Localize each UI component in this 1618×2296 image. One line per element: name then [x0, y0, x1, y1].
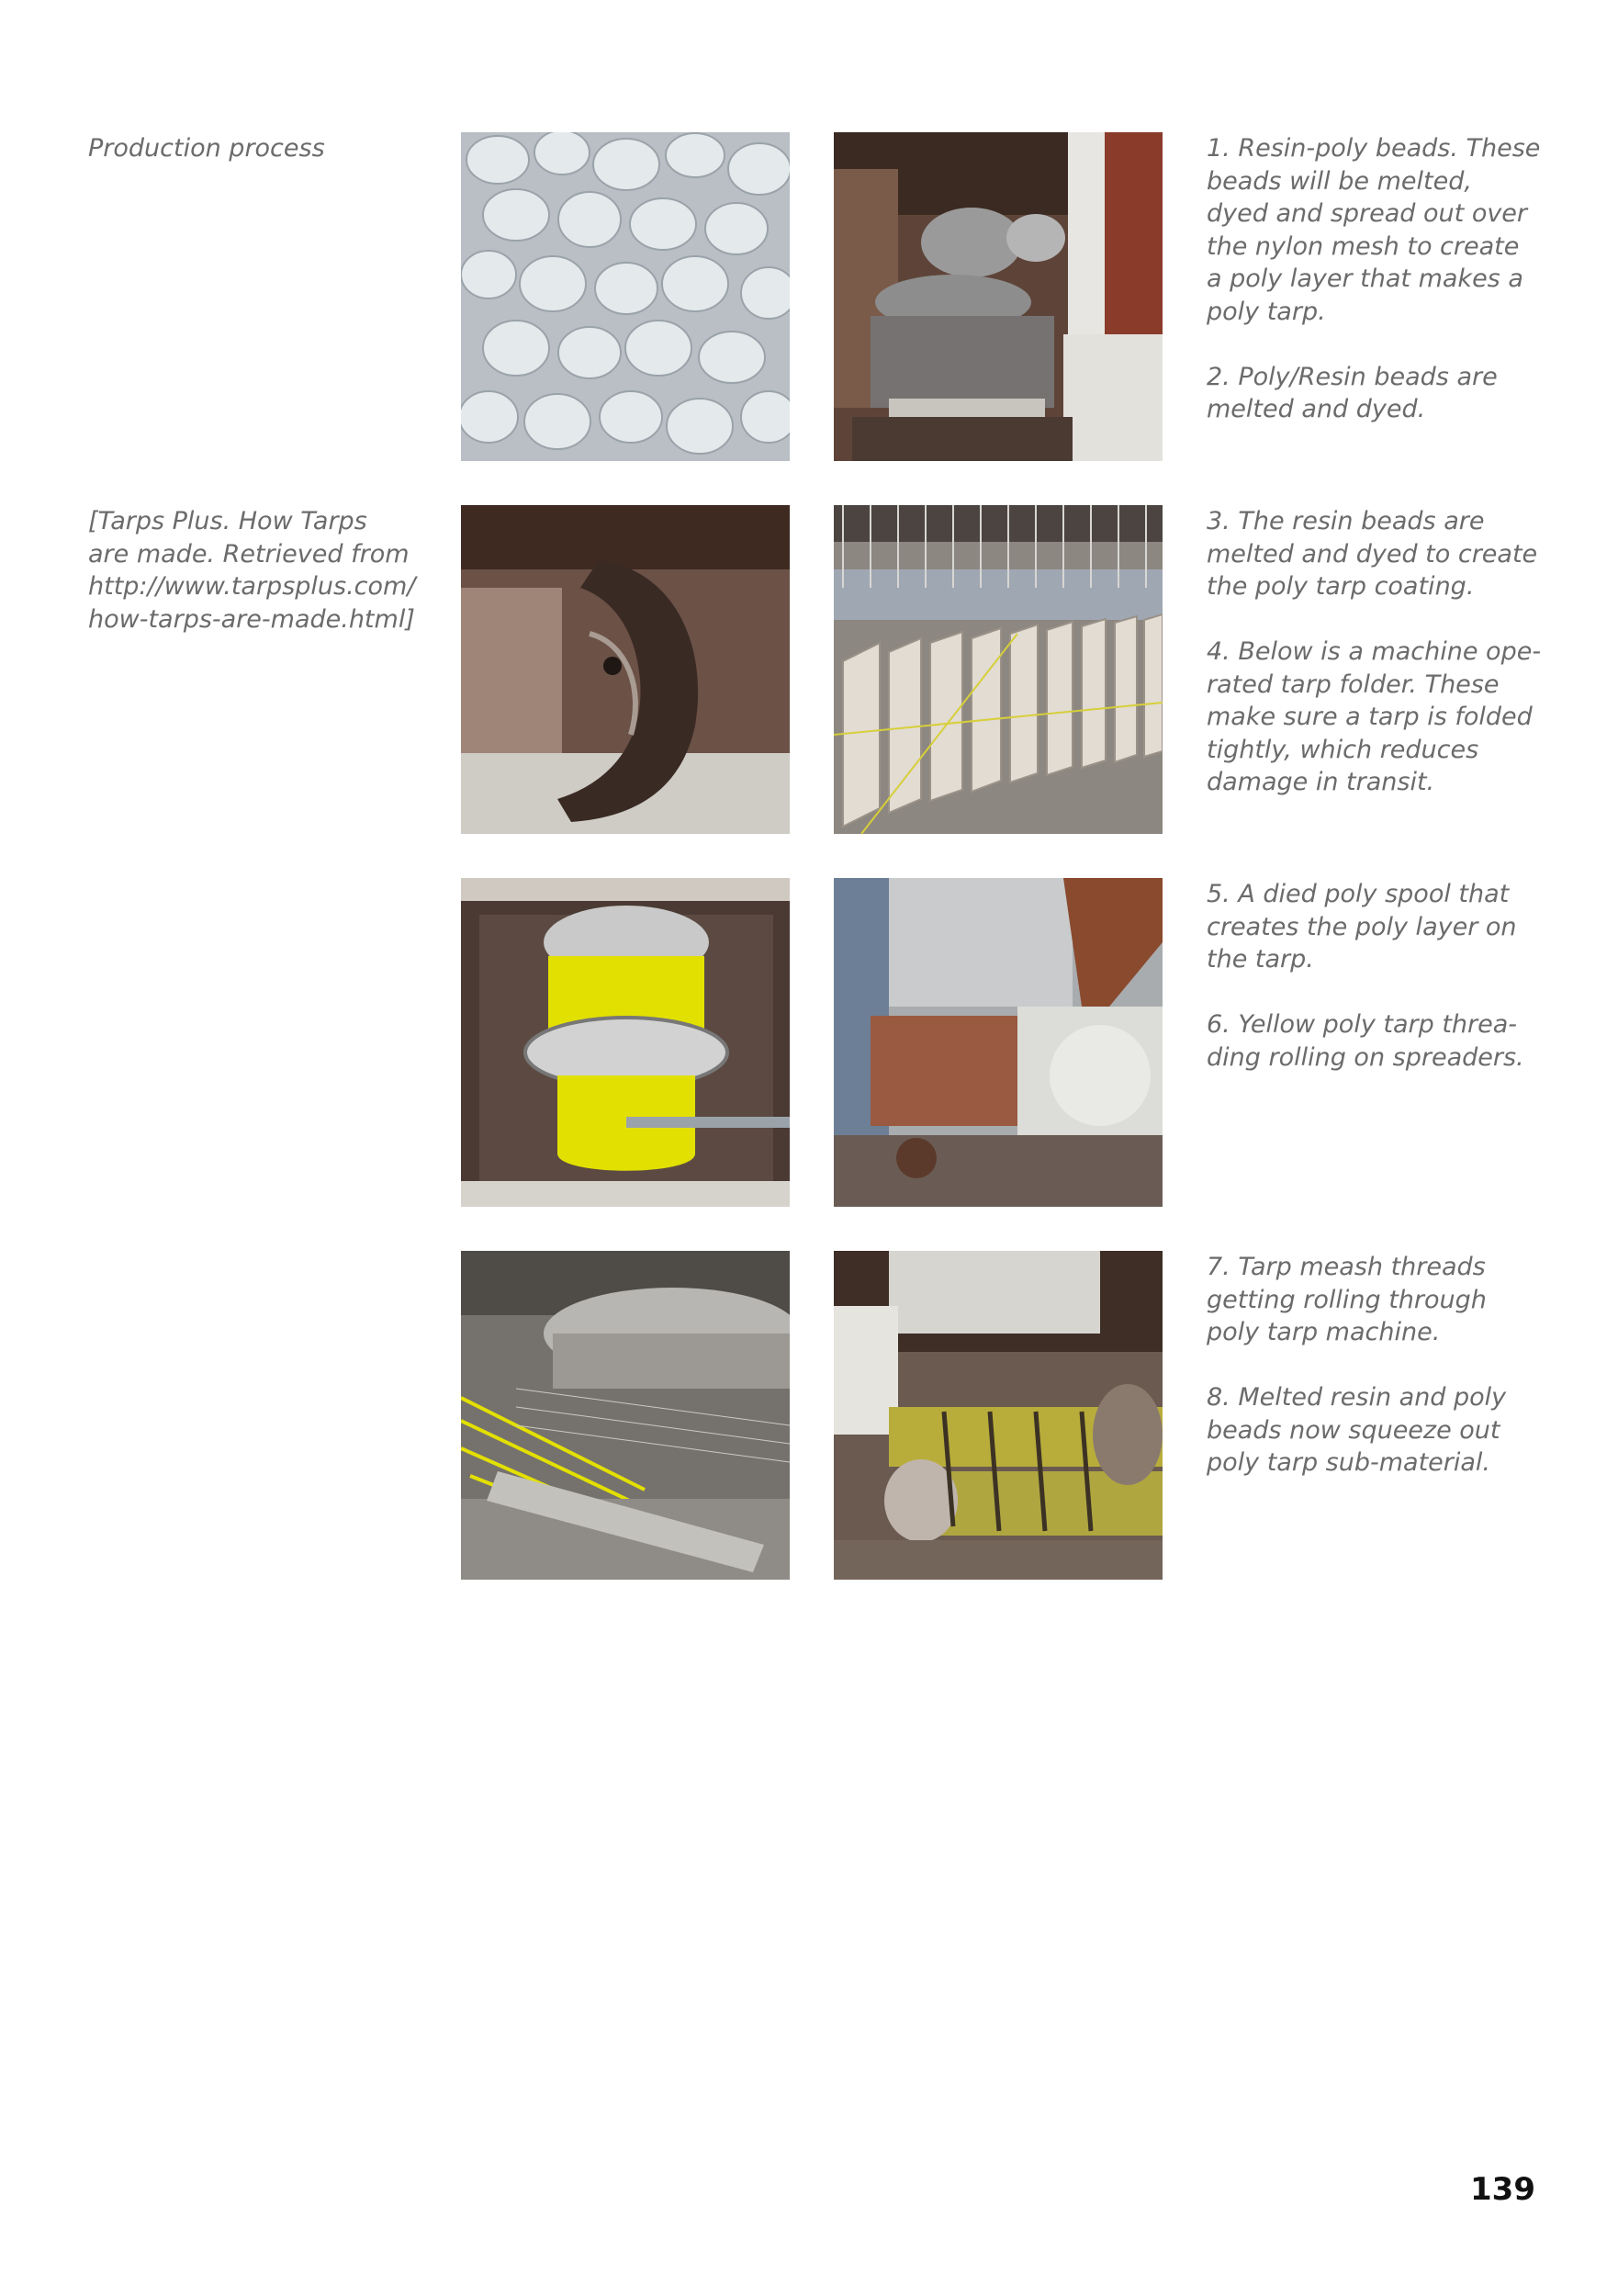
caption-2: 2. Poly/Resin beads are melted and dyed.	[1207, 362, 1498, 423]
page-number: 139	[1470, 2171, 1535, 2208]
photo-mesh-threads	[461, 1251, 790, 1580]
caption-1: 1. Resin-poly beads. These beads will be melted, dyed and spread out over the nylon mesh to create a poly layer that makes a poly tarp.	[1207, 134, 1541, 326]
caption-8: 8. Melted resin and poly beads now squeeze out poly tarp sub-material.	[1207, 1383, 1507, 1477]
photo-tarp-folder	[834, 505, 1163, 834]
photo-mixer-blade	[461, 505, 790, 834]
caption-row-2	[1207, 505, 1574, 831]
photo-resin-beads	[461, 132, 790, 461]
caption-row-1	[1207, 132, 1574, 458]
caption-row-4	[1207, 1251, 1574, 1512]
photo-yellow-spool	[461, 878, 790, 1207]
citation: [Tarps Plus. How Tarps are made. Retrieved from http://www.tarpsplus.com/ how-tarps-are-made.html]	[88, 507, 416, 634]
photo-rollers	[834, 1251, 1163, 1580]
caption-3: 3. The resin beads are melted and dyed to create the poly tarp coating.	[1207, 507, 1538, 601]
section-label: Production process	[88, 134, 325, 163]
caption-row-3	[1207, 878, 1574, 1107]
caption-5: 5. A died poly spool that creates the poly layer on the tarp.	[1207, 880, 1517, 974]
photo-melting-machine	[834, 132, 1163, 461]
photo-extruder-hopper	[834, 878, 1163, 1207]
caption-6: 6. Yellow poly tarp threa- ding rolling on spreaders.	[1207, 1010, 1524, 1072]
caption-7: 7. Tarp meash threads getting rolling through poly tarp machine.	[1207, 1253, 1487, 1346]
caption-4: 4. Below is a machine ope- rated tarp folder. These make sure a tarp is folded tightly, which reduces damage in transit.	[1207, 637, 1542, 796]
